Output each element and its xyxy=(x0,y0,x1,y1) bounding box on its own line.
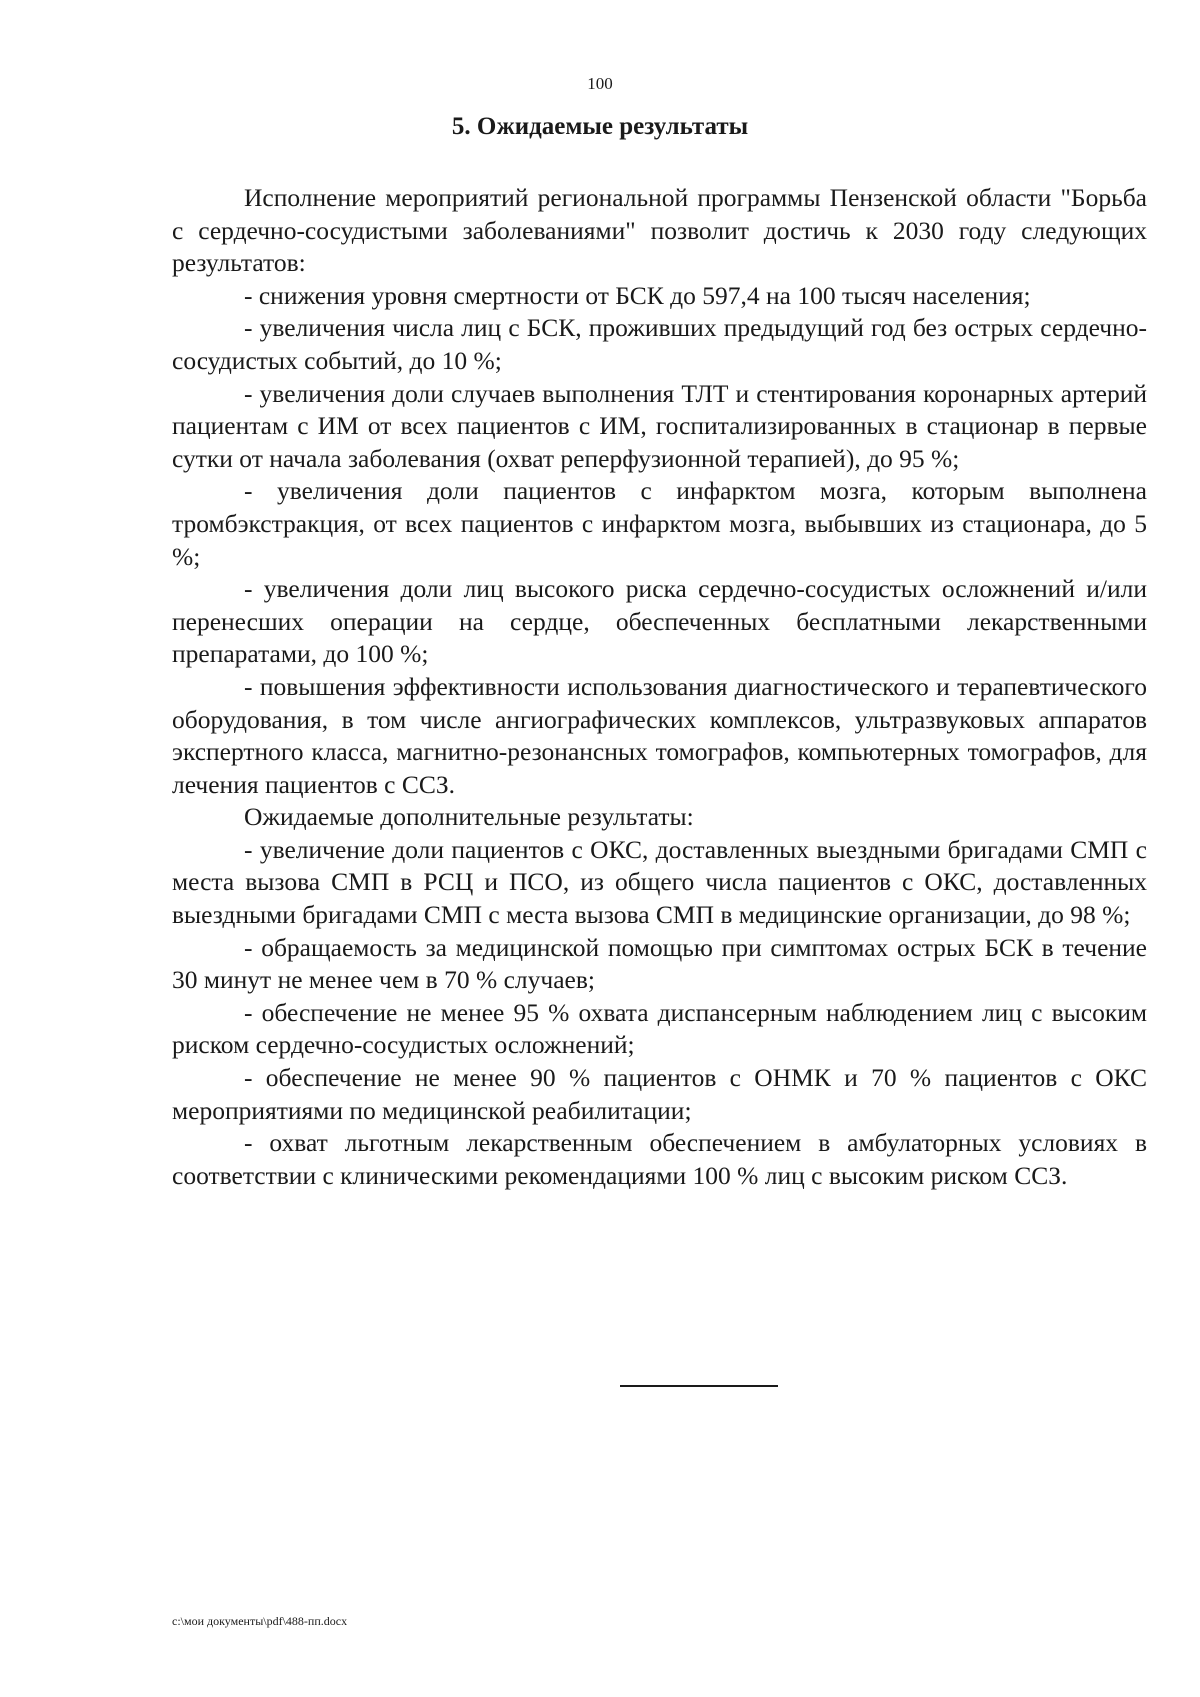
paragraph-dispensary: - обеспечение не менее 95 % охвата диспансерным наблюдением лиц с высоким риском сердечно-сосудистых осложнений; xyxy=(172,997,1147,1060)
page-number: 100 xyxy=(587,74,613,93)
paragraph-additional-heading: Ожидаемые дополнительные результаты: xyxy=(244,802,694,832)
paragraph-oks-delivery: - увеличение доли пациентов с ОКС, доставленных выездными бригадами СМП с места вызова СМП в РСЦ и ПСО, из общего числа пациентов с ОКС, доставленных выездными бригадами СМП с места вызова СМП в медицинские организации, до 98 %; xyxy=(172,834,1147,930)
paragraph-mortality: - снижения уровня смертности от БСК до 597,4 на 100 тысяч населения; xyxy=(244,280,1031,310)
paragraph-equipment: - повышения эффективности использования диагностического и терапевтического оборудования, в том числе ангиографических комплексов, ультразвуковых аппаратов экспертного класса, магнитно-резонансных томографов, компьютерных томографов, для лечения пациентов с ССЗ. xyxy=(172,671,1147,799)
footer-file-path: c:\мои документы\pdf\488-пп.docx xyxy=(172,1614,348,1628)
paragraph-free-medicines: - увеличения доли лиц высокого риска сердечно-сосудистых осложнений и/или перенесших операции на сердце, обеспеченных бесплатными лекарственными препаратами, до 100 %; xyxy=(172,574,1147,669)
section-body xyxy=(172,182,1147,1192)
paragraph-preferential-medicines: - охват льготным лекарственным обеспечением в амбулаторных условиях в соответствии с клиническими рекомендациями 100 % лиц с высоким риском ССЗ. xyxy=(172,1128,1147,1190)
paragraph-reperfusion: - увеличения доли случаев выполнения ТЛТ и стентирования коронарных артерий пациентам с ИМ от всех пациентов с ИМ, госпитализированных в стационар в первые сутки от начала заболевания (охват реперфузионной терапией), до 95 %; xyxy=(172,378,1147,473)
end-separator-line xyxy=(620,1385,778,1387)
paragraph-rehabilitation: - обеспечение не менее 90 % пациентов с ОНМК и 70 % пациентов с ОКС мероприятиями по медицинской реабилитации; xyxy=(172,1063,1147,1125)
paragraph-survival: - увеличения числа лиц с БСК, проживших предыдущий год без острых сердечно-сосудистых событий, до 10 %; xyxy=(172,313,1147,375)
paragraph-intro: Исполнение мероприятий региональной программы Пензенской области "Борьба с сердечно-сосудистыми заболеваниями" позволит достичь к 2030 году следующих результатов: xyxy=(172,183,1147,278)
paragraph-thrombectomy: - увеличения доли пациентов с инфарктом мозга, которым выполнена тромбэкстракция, от всех пациентов с инфарктом мозга, выбывших из стационара, до 5 %; xyxy=(172,476,1147,571)
paragraph-appeal-time: - обращаемость за медицинской помощью при симптомах острых БСК в течение 30 минут не менее чем в 70 % случаев; xyxy=(172,932,1147,995)
section-title: 5. Ожидаемые результаты xyxy=(451,113,749,140)
